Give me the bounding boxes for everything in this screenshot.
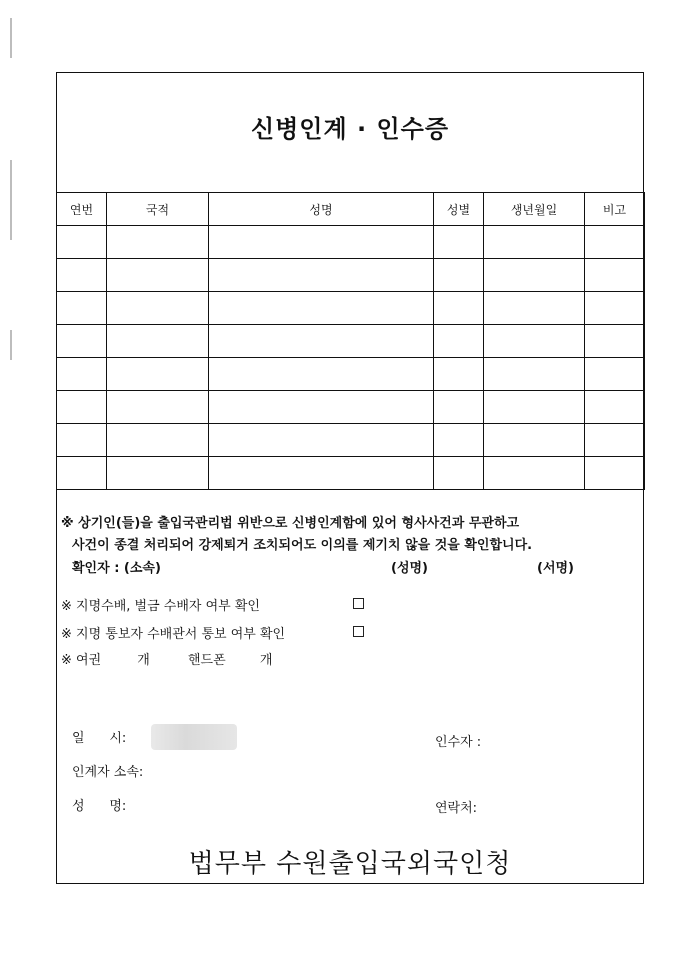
check-notify-office-label: ※ 지명 통보자 수배관서 통보 여부 확인 <box>61 627 286 642</box>
confirmer-name-label: (성명) <box>391 561 428 576</box>
scan-edge-mark <box>10 160 12 240</box>
phone-label: 핸드폰 <box>188 653 226 668</box>
table-cell[interactable] <box>107 325 209 358</box>
table-cell[interactable] <box>107 424 209 457</box>
header-serial: 연번 <box>57 193 107 226</box>
redacted-datetime <box>151 724 237 750</box>
check-wanted-fine <box>61 595 260 614</box>
table-cell[interactable] <box>434 325 484 358</box>
confirmer-label: 확인자 : (소속) <box>72 561 161 576</box>
table-cell[interactable] <box>209 292 434 325</box>
notice-line-1: ※ 상기인(들)을 출입국관리법 위반으로 신병인계함에 있어 형사사건과 무관하고 <box>61 516 520 531</box>
table-cell[interactable] <box>484 292 585 325</box>
table-cell[interactable] <box>585 292 645 325</box>
table-cell[interactable] <box>57 358 107 391</box>
receiver-label: 인수자 : <box>435 735 482 750</box>
table-cell[interactable] <box>57 424 107 457</box>
table-cell[interactable] <box>484 424 585 457</box>
table-cell[interactable] <box>209 391 434 424</box>
header-name: 성명 <box>209 193 434 226</box>
checkbox-wanted-fine[interactable] <box>353 598 364 609</box>
table-row <box>57 259 645 292</box>
table-cell[interactable] <box>209 325 434 358</box>
header-nationality: 국적 <box>107 193 209 226</box>
table-row <box>57 226 645 259</box>
table-cell[interactable] <box>57 325 107 358</box>
table-cell[interactable] <box>585 226 645 259</box>
table-cell[interactable] <box>57 391 107 424</box>
passport-phone-line <box>61 649 300 668</box>
table-header-row <box>57 193 645 226</box>
header-birthdate: 생년월일 <box>484 193 585 226</box>
table-cell[interactable] <box>585 391 645 424</box>
table-cell[interactable] <box>434 226 484 259</box>
notice-text <box>61 513 641 557</box>
table-cell[interactable] <box>209 358 434 391</box>
table-cell[interactable] <box>484 391 585 424</box>
table-cell[interactable] <box>57 457 107 490</box>
scan-edge-mark <box>10 330 12 360</box>
passport-label: ※ 여권 <box>61 653 102 668</box>
contact-label: 연락처: <box>435 801 478 816</box>
scan-edge-mark <box>10 18 12 58</box>
table-cell[interactable] <box>57 226 107 259</box>
table-cell[interactable] <box>434 259 484 292</box>
phone-unit: 개 <box>259 653 273 668</box>
confirmer-signature-label: (서명) <box>537 561 574 576</box>
table-cell[interactable] <box>434 292 484 325</box>
giver-name-label: 성 명: <box>72 799 127 814</box>
issuing-agency: 법무부 수원출입국외국인청 <box>188 849 512 879</box>
form-title: 신병인계 · 인수증 <box>250 115 450 143</box>
table-cell[interactable] <box>484 358 585 391</box>
handover-form <box>56 72 644 884</box>
table-cell[interactable] <box>585 457 645 490</box>
table-cell[interactable] <box>107 259 209 292</box>
checkbox-notify-office[interactable] <box>353 626 364 637</box>
header-remarks: 비고 <box>585 193 645 226</box>
notice-line-2: 사건이 종결 처리되어 강제퇴거 조치되어도 이의를 제기치 않을 것을 확인합니다. <box>72 538 533 553</box>
table-cell[interactable] <box>484 226 585 259</box>
table-row <box>57 325 645 358</box>
table-cell[interactable] <box>107 292 209 325</box>
table-cell[interactable] <box>434 457 484 490</box>
table-cell[interactable] <box>107 457 209 490</box>
table-cell[interactable] <box>484 457 585 490</box>
giver-dept-label: 인계자 소속: <box>72 765 144 780</box>
check-wanted-fine-label: ※ 지명수배, 벌금 수배자 여부 확인 <box>61 599 260 614</box>
table-row <box>57 424 645 457</box>
table-cell[interactable] <box>107 391 209 424</box>
passport-unit: 개 <box>137 653 150 668</box>
table-cell[interactable] <box>107 358 209 391</box>
table-row <box>57 457 645 490</box>
table-cell[interactable] <box>209 424 434 457</box>
table-cell[interactable] <box>585 358 645 391</box>
table-row <box>57 391 645 424</box>
table-row <box>57 292 645 325</box>
table-cell[interactable] <box>484 259 585 292</box>
table-cell[interactable] <box>585 259 645 292</box>
table-cell[interactable] <box>585 325 645 358</box>
table-cell[interactable] <box>434 391 484 424</box>
table-cell[interactable] <box>484 325 585 358</box>
check-notify-office <box>61 623 285 642</box>
table-cell[interactable] <box>209 226 434 259</box>
table-row <box>57 358 645 391</box>
table-cell[interactable] <box>57 292 107 325</box>
table-cell[interactable] <box>434 358 484 391</box>
table-cell[interactable] <box>209 259 434 292</box>
datetime-label: 일 시: <box>72 731 127 746</box>
table-cell[interactable] <box>107 226 209 259</box>
table-cell[interactable] <box>434 424 484 457</box>
table-cell[interactable] <box>57 259 107 292</box>
header-gender: 성별 <box>434 193 484 226</box>
table-cell[interactable] <box>209 457 434 490</box>
table-cell[interactable] <box>585 424 645 457</box>
roster-table <box>56 192 645 490</box>
